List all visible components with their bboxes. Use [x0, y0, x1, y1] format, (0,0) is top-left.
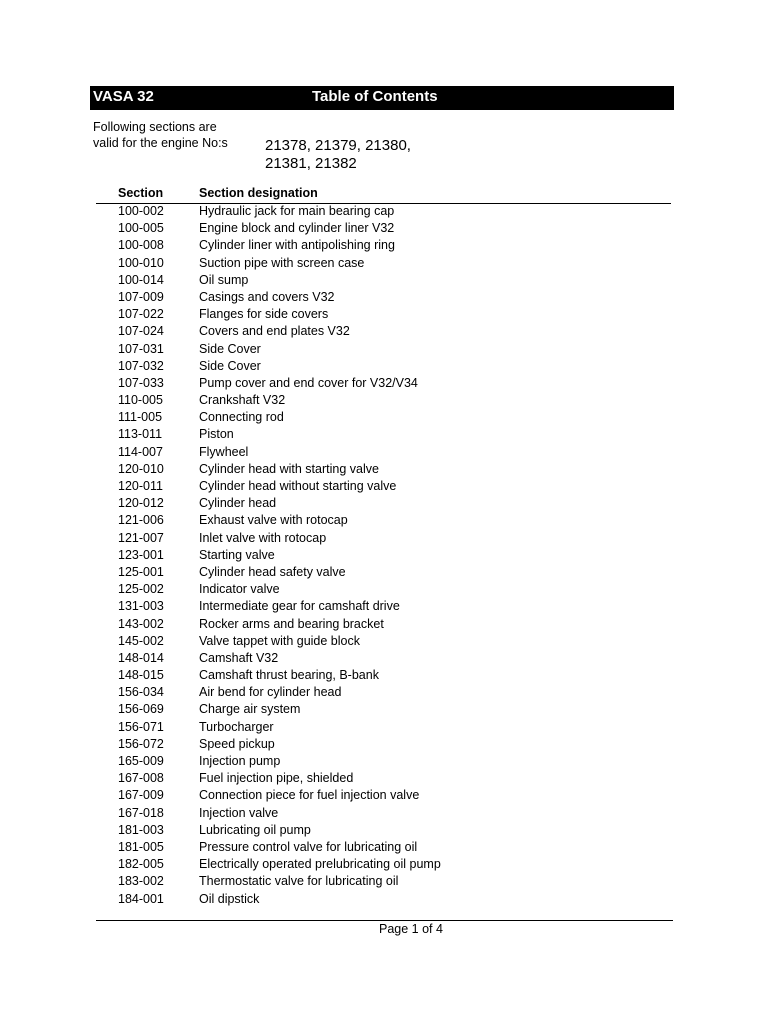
- section-designation: Casings and covers V32: [199, 289, 335, 304]
- section-code: 100-014: [118, 272, 164, 287]
- section-code: 167-008: [118, 771, 164, 786]
- section-code: 167-009: [118, 788, 164, 803]
- section-designation: Hydraulic jack for main bearing cap: [199, 204, 395, 218]
- section-designation: Lubricating oil pump: [199, 822, 311, 837]
- section-code: 182-005: [118, 857, 164, 872]
- section-designation: Suction pipe with screen case: [199, 255, 365, 270]
- column-header-designation: Section designation: [199, 186, 318, 200]
- section-code: 156-034: [118, 685, 164, 700]
- section-designation: Exhaust valve with rotocap: [199, 513, 348, 528]
- section-code: 100-002: [118, 204, 164, 218]
- section-code: 120-012: [118, 496, 164, 511]
- section-designation: Connection piece for fuel injection valve: [199, 788, 420, 803]
- intro-text: [93, 120, 228, 151]
- section-code: 107-009: [118, 289, 164, 304]
- section-designation: Covers and end plates V32: [199, 324, 350, 339]
- section-designation: Pump cover and end cover for V32/V34: [199, 375, 418, 390]
- section-code: 107-024: [118, 324, 164, 339]
- section-code: 131-003: [118, 599, 164, 614]
- header-bar: [90, 86, 674, 110]
- engine-numbers-line-1: 21378, 21379, 21380,: [265, 137, 411, 154]
- section-code: 107-032: [118, 358, 164, 373]
- section-designation: Starting valve: [199, 547, 275, 562]
- section-code: 100-008: [118, 238, 164, 253]
- section-designation: Cylinder head with starting valve: [199, 461, 379, 476]
- section-code: 181-005: [118, 839, 164, 854]
- section-code: 111-005: [118, 410, 163, 425]
- section-code: 125-002: [118, 582, 164, 597]
- section-designation: Oil sump: [199, 272, 249, 287]
- section-designation: Turbocharger: [199, 719, 274, 734]
- section-designation: Pressure control valve for lubricating oil: [199, 839, 418, 854]
- section-designation: Crankshaft V32: [199, 393, 286, 408]
- section-designation: Thermostatic valve for lubricating oil: [199, 874, 399, 889]
- section-designation: Piston: [199, 427, 234, 442]
- section-designation: Camshaft V32: [199, 650, 279, 665]
- section-designation: Inlet valve with rotocap: [199, 530, 327, 545]
- section-designation: Cylinder head safety valve: [199, 564, 346, 579]
- section-code: 107-031: [118, 341, 164, 356]
- section-designation: Flywheel: [199, 444, 249, 459]
- section-code: 113-011: [118, 427, 163, 442]
- section-code: 143-002: [118, 616, 164, 631]
- section-code: 148-015: [118, 668, 164, 683]
- section-designation: Indicator valve: [199, 582, 280, 597]
- section-code: 120-010: [118, 461, 164, 476]
- section-code: 110-005: [118, 393, 163, 408]
- section-designation: Speed pickup: [199, 736, 275, 751]
- intro-line-2: valid for the engine No:s: [93, 135, 228, 150]
- section-code: 123-001: [118, 547, 164, 562]
- section-code: 100-010: [118, 255, 164, 270]
- section-designation: Flanges for side covers: [199, 307, 329, 322]
- section-code: 183-002: [118, 874, 164, 889]
- section-designation: Valve tappet with guide block: [199, 633, 360, 648]
- engine-numbers: [265, 137, 411, 173]
- section-code: 100-005: [118, 221, 164, 236]
- section-designation: Side Cover: [199, 341, 261, 356]
- document-name: VASA 32: [93, 88, 154, 105]
- section-designation: Injection pump: [199, 754, 281, 768]
- section-designation: Cylinder head: [199, 496, 277, 511]
- section-code: 148-014: [118, 650, 164, 665]
- section-designation: Side Cover: [199, 358, 261, 373]
- section-code: 121-006: [118, 513, 164, 528]
- section-designation: Oil dipstick: [199, 891, 260, 906]
- section-designation: Cylinder liner with antipolishing ring: [199, 238, 395, 253]
- section-code: 156-071: [118, 719, 164, 734]
- section-designation: Air bend for cylinder head: [199, 685, 342, 700]
- section-designation: Fuel injection pipe, shielded: [199, 771, 354, 786]
- section-code: 125-001: [118, 564, 164, 579]
- column-header-section: Section: [118, 186, 164, 200]
- section-code: 107-033: [118, 375, 164, 390]
- section-code: 181-003: [118, 822, 164, 837]
- section-code: 167-018: [118, 805, 164, 820]
- section-designation: Intermediate gear for camshaft drive: [199, 599, 400, 614]
- section-code: 114-007: [118, 444, 163, 459]
- section-designation: Electrically operated prelubricating oil pump: [199, 857, 441, 872]
- section-designation: Injection valve: [199, 805, 279, 820]
- section-code: 156-069: [118, 702, 164, 717]
- section-designation: Cylinder head without starting valve: [199, 479, 397, 493]
- page-title: Table of Contents: [312, 88, 438, 105]
- section-designation: Rocker arms and bearing bracket: [199, 616, 384, 631]
- page-number: Page 1 of 4: [379, 922, 443, 936]
- section-designation: Connecting rod: [199, 410, 284, 425]
- section-code: 165-009: [118, 754, 164, 768]
- section-code: 120-011: [118, 479, 163, 493]
- intro-line-1: Following sections are: [93, 120, 217, 134]
- engine-numbers-line-2: 21381, 21382: [265, 155, 357, 172]
- section-code: 107-022: [118, 307, 164, 322]
- section-code: 121-007: [118, 530, 164, 545]
- section-designation: Camshaft thrust bearing, B-bank: [199, 668, 379, 683]
- section-designation: Charge air system: [199, 702, 301, 717]
- section-code: 184-001: [118, 891, 164, 906]
- section-code: 145-002: [118, 633, 164, 648]
- section-designation: Engine block and cylinder liner V32: [199, 221, 395, 236]
- footer-divider: [96, 920, 673, 921]
- section-code: 156-072: [118, 736, 164, 751]
